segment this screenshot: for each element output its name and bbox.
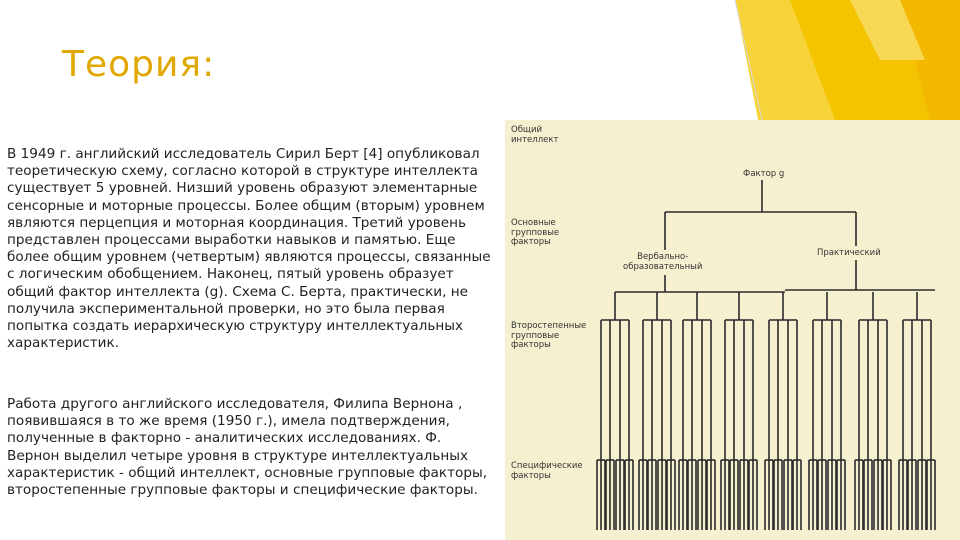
level-label-general: Общий интеллект (511, 125, 559, 145)
node-factor-g: Фактор g (743, 169, 785, 179)
node-practical: Практический (817, 248, 881, 258)
slide-title: Теория: (62, 44, 216, 85)
level-label-major-group: Основные групповые факторы (511, 218, 560, 247)
node-verbal-educational: Вербально- образовательный (623, 252, 703, 272)
paragraph-vernon: Работа другого английского исследователя, Филипа Вернона , появившаяся в то же время (1950 г.), имела подтверждения, полученные в факторно - аналитических исследованиях. Ф. Вернон выделил четыре уровня в структуре интеллектуальных характеристик - общий интеллект, основные групповые факторы, второстепенные групповые факторы и специфические факторы. (7, 396, 488, 499)
level-label-specific: Специфические факторы (511, 461, 583, 481)
vernon-hierarchy-diagram (505, 120, 960, 540)
paragraph-burt: В 1949 г. английский исследователь Сирил Берт [4] опубликовал теоретическую схему, согласно которой в структуре интеллекта существует 5 уровней. Низший уровень образуют элементарные сенсорные и моторные процессы. Более общим (вторым) уровнем являются перцепция и моторная координация. Третий уровень представлен процессами выработки навыков и памятью. Еще более общим уровнем (четвертым) являются процессы, связанные с логическим обобщением. Наконец, пятый уровень образует общий фактор интеллекта (g). Схема С. Берта, практически, не получила экспериментальной проверки, но это была первая попытка создать иерархическую структуру интеллектуальных характеристик. (7, 146, 491, 352)
level-label-minor-group: Второстепенные групповые факторы (511, 321, 587, 350)
